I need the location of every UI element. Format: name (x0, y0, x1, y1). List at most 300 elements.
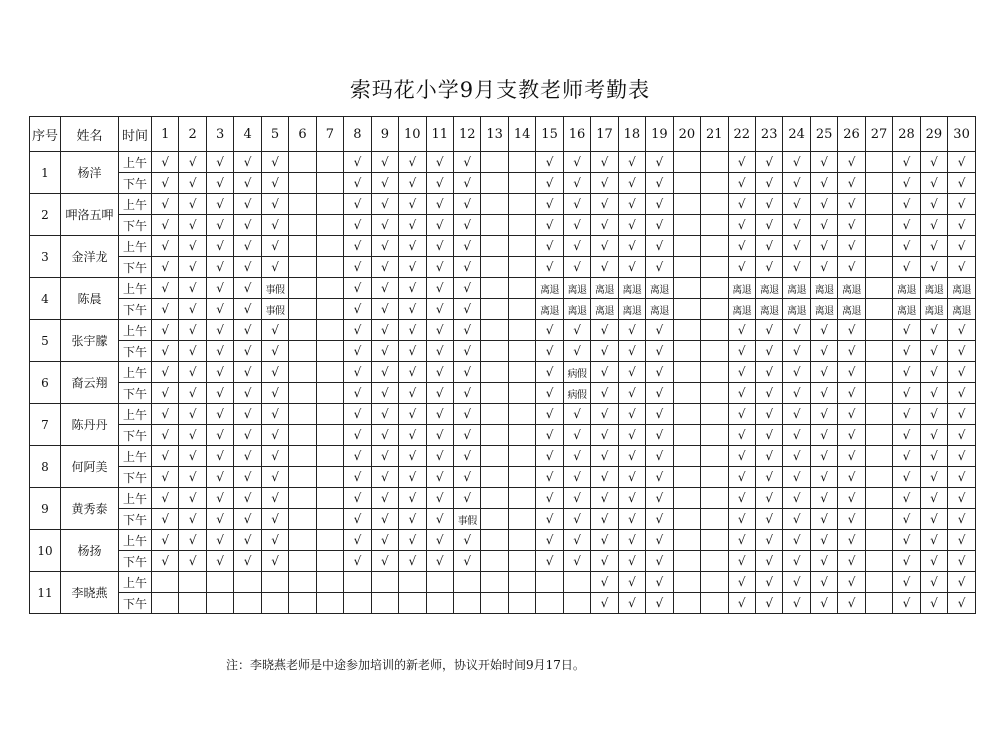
table-row (30, 299, 976, 320)
attendance-cell: √ (948, 572, 976, 593)
attendance-cell: √ (261, 509, 288, 530)
attendance-cell: √ (371, 341, 398, 362)
attendance-cell: √ (261, 152, 288, 173)
attendance-cell: √ (728, 467, 755, 488)
attendance-cell: 离退 (810, 278, 837, 299)
table-row (30, 383, 976, 404)
attendance-cell: √ (920, 173, 947, 194)
attendance-cell (865, 425, 892, 446)
attendance-cell (316, 551, 343, 572)
teacher-name: 金洋龙 (61, 236, 119, 278)
attendance-cell: √ (179, 152, 206, 173)
attendance-cell: 离退 (591, 278, 618, 299)
attendance-cell (673, 530, 700, 551)
attendance-cell (316, 362, 343, 383)
attendance-cell: √ (563, 509, 590, 530)
attendance-cell (508, 467, 535, 488)
attendance-cell: √ (399, 152, 426, 173)
attendance-cell: √ (261, 530, 288, 551)
attendance-cell (289, 593, 316, 614)
attendance-cell: √ (838, 320, 865, 341)
attendance-cell: √ (591, 467, 618, 488)
attendance-cell: √ (920, 341, 947, 362)
attendance-cell: √ (234, 194, 261, 215)
attendance-cell: 离退 (646, 278, 673, 299)
attendance-cell (701, 383, 728, 404)
attendance-cell: √ (261, 446, 288, 467)
attendance-cell: √ (893, 488, 920, 509)
attendance-cell: √ (152, 215, 179, 236)
attendance-cell: √ (920, 446, 947, 467)
attendance-cell: √ (344, 341, 371, 362)
attendance-cell: √ (618, 404, 645, 425)
attendance-cell: √ (179, 530, 206, 551)
attendance-cell: √ (371, 404, 398, 425)
attendance-cell: √ (371, 194, 398, 215)
attendance-cell (316, 257, 343, 278)
attendance-cell: √ (563, 320, 590, 341)
attendance-cell: √ (426, 425, 453, 446)
attendance-cell (508, 320, 535, 341)
header-day: 6 (289, 117, 316, 152)
attendance-cell: √ (646, 362, 673, 383)
attendance-cell (508, 593, 535, 614)
attendance-cell: √ (179, 425, 206, 446)
attendance-cell: √ (234, 551, 261, 572)
attendance-cell: √ (618, 236, 645, 257)
attendance-cell (206, 572, 233, 593)
attendance-cell: √ (399, 467, 426, 488)
attendance-cell: √ (426, 278, 453, 299)
attendance-cell: √ (783, 257, 810, 278)
attendance-cell: √ (810, 467, 837, 488)
attendance-cell: √ (371, 299, 398, 320)
attendance-cell (289, 320, 316, 341)
period-label: 下午 (119, 341, 152, 362)
attendance-cell: √ (152, 446, 179, 467)
attendance-cell (701, 299, 728, 320)
attendance-cell: √ (371, 551, 398, 572)
attendance-cell: √ (206, 215, 233, 236)
attendance-cell: √ (728, 173, 755, 194)
attendance-cell (316, 236, 343, 257)
attendance-table (29, 116, 976, 614)
attendance-cell: √ (536, 341, 563, 362)
attendance-cell: √ (536, 173, 563, 194)
attendance-cell (508, 425, 535, 446)
attendance-cell: √ (646, 509, 673, 530)
attendance-cell (481, 257, 508, 278)
attendance-cell: √ (179, 467, 206, 488)
attendance-cell: √ (838, 194, 865, 215)
attendance-cell (865, 530, 892, 551)
attendance-cell: √ (783, 320, 810, 341)
attendance-cell: √ (893, 257, 920, 278)
attendance-cell (481, 509, 508, 530)
attendance-cell: √ (783, 236, 810, 257)
attendance-cell (508, 530, 535, 551)
attendance-cell: √ (948, 488, 976, 509)
attendance-cell: √ (536, 446, 563, 467)
attendance-cell (701, 593, 728, 614)
seq-cell: 8 (30, 446, 61, 488)
seq-cell: 1 (30, 152, 61, 194)
attendance-cell: √ (453, 299, 480, 320)
attendance-cell (701, 404, 728, 425)
attendance-cell (673, 278, 700, 299)
teacher-name: 陈丹丹 (61, 404, 119, 446)
attendance-cell (701, 215, 728, 236)
attendance-cell: √ (893, 215, 920, 236)
attendance-cell: √ (591, 257, 618, 278)
attendance-cell (289, 215, 316, 236)
attendance-cell: √ (591, 383, 618, 404)
attendance-cell: √ (453, 278, 480, 299)
attendance-cell: √ (234, 278, 261, 299)
attendance-cell: √ (893, 446, 920, 467)
attendance-cell: 离退 (563, 299, 590, 320)
attendance-cell (508, 383, 535, 404)
attendance-cell: √ (152, 320, 179, 341)
attendance-cell: √ (261, 257, 288, 278)
header-day: 19 (646, 117, 673, 152)
period-label: 上午 (119, 320, 152, 341)
attendance-cell: √ (948, 362, 976, 383)
attendance-cell: √ (618, 362, 645, 383)
attendance-cell: √ (453, 404, 480, 425)
attendance-cell (865, 551, 892, 572)
attendance-cell: √ (179, 236, 206, 257)
attendance-cell: √ (783, 215, 810, 236)
attendance-cell: 离退 (728, 278, 755, 299)
period-label: 下午 (119, 467, 152, 488)
attendance-cell: √ (810, 572, 837, 593)
attendance-cell: √ (810, 236, 837, 257)
attendance-cell: √ (426, 257, 453, 278)
attendance-cell: √ (893, 509, 920, 530)
attendance-cell: √ (152, 467, 179, 488)
attendance-cell: 离退 (893, 278, 920, 299)
attendance-cell: √ (646, 320, 673, 341)
header-name: 姓名 (61, 117, 119, 152)
attendance-cell (426, 572, 453, 593)
attendance-cell: √ (810, 425, 837, 446)
header-day: 29 (920, 117, 947, 152)
attendance-cell (289, 551, 316, 572)
attendance-cell: √ (591, 530, 618, 551)
period-label: 下午 (119, 173, 152, 194)
header-day: 26 (838, 117, 865, 152)
attendance-cell: √ (948, 152, 976, 173)
attendance-cell: √ (179, 509, 206, 530)
attendance-cell: √ (399, 341, 426, 362)
attendance-cell (701, 257, 728, 278)
attendance-cell: √ (563, 488, 590, 509)
seq-cell: 5 (30, 320, 61, 362)
attendance-cell: √ (152, 236, 179, 257)
period-label: 下午 (119, 215, 152, 236)
attendance-cell: √ (920, 362, 947, 383)
attendance-cell (701, 362, 728, 383)
attendance-cell: √ (344, 404, 371, 425)
page-title: 索玛花小学9月支教老师考勤表 (349, 78, 651, 102)
attendance-cell: √ (646, 173, 673, 194)
attendance-cell: √ (371, 467, 398, 488)
attendance-cell: 离退 (755, 278, 782, 299)
attendance-cell (673, 572, 700, 593)
attendance-cell: √ (838, 509, 865, 530)
attendance-cell (316, 278, 343, 299)
attendance-cell: √ (728, 551, 755, 572)
attendance-cell: √ (206, 173, 233, 194)
attendance-cell: √ (728, 593, 755, 614)
attendance-cell: √ (591, 194, 618, 215)
attendance-cell (481, 320, 508, 341)
period-label: 上午 (119, 404, 152, 425)
attendance-cell: √ (591, 551, 618, 572)
attendance-cell: √ (783, 488, 810, 509)
attendance-cell: √ (152, 194, 179, 215)
attendance-cell: √ (810, 152, 837, 173)
attendance-cell: √ (453, 467, 480, 488)
attendance-cell: √ (261, 425, 288, 446)
attendance-cell: √ (920, 593, 947, 614)
attendance-cell (865, 488, 892, 509)
attendance-cell: √ (179, 173, 206, 194)
attendance-cell: √ (536, 509, 563, 530)
attendance-cell: √ (206, 362, 233, 383)
header-day: 27 (865, 117, 892, 152)
seq-cell: 7 (30, 404, 61, 446)
attendance-cell: √ (563, 341, 590, 362)
attendance-cell: √ (646, 425, 673, 446)
header-day: 21 (701, 117, 728, 152)
attendance-cell: √ (893, 593, 920, 614)
header-day: 30 (948, 117, 976, 152)
attendance-cell: √ (618, 572, 645, 593)
attendance-cell (289, 236, 316, 257)
attendance-cell: √ (453, 446, 480, 467)
attendance-cell: √ (344, 278, 371, 299)
attendance-cell: √ (728, 194, 755, 215)
attendance-cell (701, 551, 728, 572)
attendance-cell: √ (206, 551, 233, 572)
attendance-cell: √ (344, 320, 371, 341)
attendance-cell: √ (426, 215, 453, 236)
attendance-cell: √ (234, 236, 261, 257)
attendance-cell: √ (646, 488, 673, 509)
attendance-cell: 离退 (536, 299, 563, 320)
header-day: 22 (728, 117, 755, 152)
attendance-cell: √ (453, 173, 480, 194)
attendance-cell: √ (838, 446, 865, 467)
attendance-cell (865, 341, 892, 362)
attendance-cell: √ (371, 152, 398, 173)
attendance-cell (289, 362, 316, 383)
attendance-cell: √ (893, 152, 920, 173)
attendance-cell (453, 572, 480, 593)
attendance-cell: √ (948, 173, 976, 194)
attendance-cell: √ (810, 215, 837, 236)
attendance-cell: √ (152, 551, 179, 572)
attendance-cell: √ (920, 215, 947, 236)
attendance-cell: √ (206, 341, 233, 362)
seq-cell: 11 (30, 572, 61, 614)
attendance-cell (289, 446, 316, 467)
attendance-cell: √ (426, 404, 453, 425)
attendance-cell: √ (371, 257, 398, 278)
attendance-cell: √ (755, 509, 782, 530)
attendance-cell: √ (728, 320, 755, 341)
attendance-cell: √ (618, 488, 645, 509)
seq-cell: 6 (30, 362, 61, 404)
attendance-cell: √ (618, 551, 645, 572)
header-day: 20 (673, 117, 700, 152)
footnote: 注：李晓燕老师是中途参加培训的新老师，协议开始时间9月17日。 (226, 658, 585, 672)
attendance-cell (508, 173, 535, 194)
header-day: 16 (563, 117, 590, 152)
attendance-cell: √ (893, 194, 920, 215)
attendance-cell: √ (646, 572, 673, 593)
attendance-cell: 事假 (261, 278, 288, 299)
table-row (30, 530, 976, 551)
attendance-cell: √ (536, 362, 563, 383)
teacher-name: 张宇朦 (61, 320, 119, 362)
attendance-cell: √ (728, 236, 755, 257)
period-label: 上午 (119, 488, 152, 509)
attendance-cell: √ (261, 215, 288, 236)
attendance-cell: √ (838, 152, 865, 173)
attendance-cell: √ (728, 446, 755, 467)
attendance-cell: √ (755, 488, 782, 509)
attendance-cell: √ (783, 362, 810, 383)
attendance-cell: √ (783, 467, 810, 488)
attendance-cell (701, 152, 728, 173)
attendance-cell (673, 383, 700, 404)
header-day: 3 (206, 117, 233, 152)
attendance-cell: √ (234, 173, 261, 194)
attendance-cell: √ (618, 215, 645, 236)
attendance-cell: √ (948, 194, 976, 215)
attendance-cell (673, 488, 700, 509)
attendance-cell (508, 572, 535, 593)
attendance-cell: √ (234, 509, 261, 530)
attendance-cell: √ (563, 257, 590, 278)
table-row (30, 278, 976, 299)
attendance-cell: √ (426, 173, 453, 194)
attendance-cell: √ (234, 341, 261, 362)
attendance-cell: √ (152, 341, 179, 362)
attendance-cell (508, 509, 535, 530)
attendance-cell: √ (810, 446, 837, 467)
period-label: 上午 (119, 194, 152, 215)
header-seq: 序号 (30, 117, 61, 152)
attendance-cell (865, 320, 892, 341)
attendance-cell (179, 593, 206, 614)
attendance-cell (481, 215, 508, 236)
attendance-cell: √ (893, 173, 920, 194)
attendance-cell (316, 467, 343, 488)
attendance-cell: √ (810, 320, 837, 341)
attendance-cell (316, 320, 343, 341)
attendance-cell: √ (399, 299, 426, 320)
attendance-cell: √ (728, 362, 755, 383)
attendance-cell: √ (591, 446, 618, 467)
attendance-cell: √ (591, 593, 618, 614)
attendance-cell: √ (920, 236, 947, 257)
attendance-cell: √ (179, 299, 206, 320)
attendance-cell: √ (948, 509, 976, 530)
attendance-cell: 离退 (893, 299, 920, 320)
attendance-cell: √ (755, 194, 782, 215)
attendance-cell: √ (618, 341, 645, 362)
attendance-cell: 离退 (536, 278, 563, 299)
attendance-cell: √ (426, 194, 453, 215)
header-day: 9 (371, 117, 398, 152)
attendance-cell (701, 530, 728, 551)
attendance-cell: √ (234, 467, 261, 488)
attendance-cell (426, 593, 453, 614)
attendance-cell: √ (344, 383, 371, 404)
attendance-cell (399, 572, 426, 593)
period-label: 下午 (119, 257, 152, 278)
attendance-cell (508, 215, 535, 236)
teacher-name: 黄秀泰 (61, 488, 119, 530)
attendance-cell: √ (948, 383, 976, 404)
attendance-cell (481, 383, 508, 404)
attendance-cell: √ (920, 257, 947, 278)
attendance-cell: √ (591, 509, 618, 530)
attendance-cell: √ (893, 467, 920, 488)
attendance-cell: √ (810, 341, 837, 362)
attendance-cell: √ (563, 425, 590, 446)
attendance-cell: √ (838, 572, 865, 593)
attendance-cell: √ (399, 551, 426, 572)
attendance-cell (316, 425, 343, 446)
attendance-cell (865, 236, 892, 257)
attendance-cell: √ (426, 299, 453, 320)
period-label: 上午 (119, 530, 152, 551)
attendance-cell: √ (783, 572, 810, 593)
attendance-cell (152, 572, 179, 593)
attendance-cell: √ (234, 152, 261, 173)
table-row (30, 320, 976, 341)
attendance-cell (316, 173, 343, 194)
attendance-cell (701, 341, 728, 362)
attendance-cell: √ (152, 425, 179, 446)
attendance-cell: √ (536, 215, 563, 236)
attendance-cell: √ (618, 383, 645, 404)
attendance-cell: √ (838, 215, 865, 236)
attendance-cell: √ (838, 467, 865, 488)
attendance-cell: √ (838, 530, 865, 551)
attendance-cell (481, 467, 508, 488)
period-label: 上午 (119, 152, 152, 173)
attendance-cell: √ (536, 488, 563, 509)
attendance-cell: √ (618, 530, 645, 551)
attendance-cell: 离退 (920, 299, 947, 320)
attendance-cell (701, 509, 728, 530)
attendance-cell: √ (646, 341, 673, 362)
period-label: 上午 (119, 278, 152, 299)
attendance-cell: √ (234, 215, 261, 236)
attendance-cell: √ (783, 551, 810, 572)
attendance-cell (701, 278, 728, 299)
attendance-cell (865, 467, 892, 488)
attendance-cell: √ (536, 320, 563, 341)
attendance-cell: √ (646, 551, 673, 572)
table-row (30, 488, 976, 509)
